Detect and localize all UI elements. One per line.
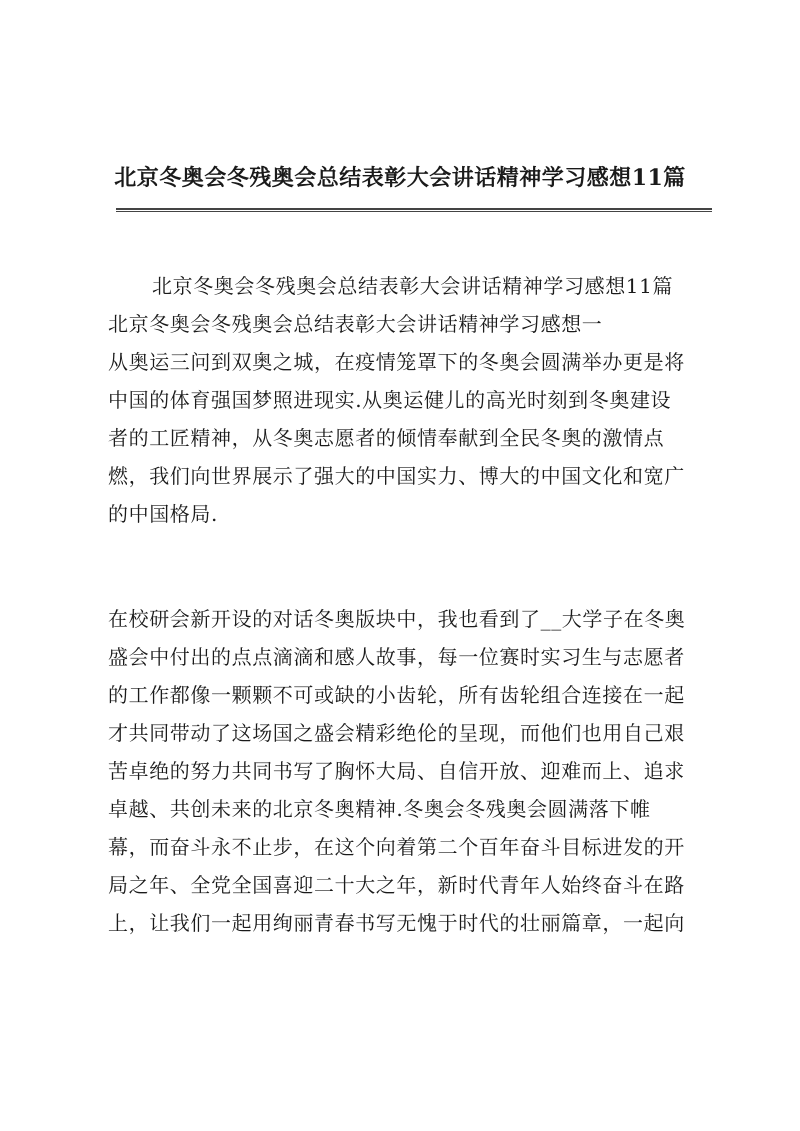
text-line: 上，让我们一起用绚丽青春书写无愧于时代的壮丽篇章，一起向 xyxy=(108,911,685,935)
text-line: 者的工匠精神，从冬奥志愿者的倾情奉献到全民冬奥的激情点 xyxy=(108,426,665,450)
text-line: 卓越、共创未来的北京冬奥精神.冬奥会冬残奥会圆满落下帷 xyxy=(108,797,651,821)
paragraph-intro xyxy=(108,267,718,533)
text-line: 幕，而奋斗永不止步，在这个向着第二个百年奋斗目标进发的开 xyxy=(108,835,685,859)
text-line: 局之年、全党全国喜迎二十大之年，新时代青年人始终奋斗在路 xyxy=(108,873,685,897)
text-line: 的工作都像一颗颗不可或缺的小齿轮，所有齿轮组合连接在一起 xyxy=(108,683,685,707)
text-line: 在校研会新开设的对话冬奥版块中，我也看到了__大学子在冬奥 xyxy=(108,607,686,631)
text-line: 中国的体育强国梦照进现实.从奥运健儿的高光时刻到冬奥建设 xyxy=(108,388,672,412)
text-line: 盛会中付出的点点滴滴和感人故事，每一位赛时实习生与志愿者 xyxy=(108,645,685,669)
text-line: 北京冬奥会冬残奥会总结表彰大会讲话精神学习感想11篇 xyxy=(152,274,674,298)
document-title: 北京冬奥会冬残奥会总结表彰大会讲话精神学习感想11篇 xyxy=(114,165,686,191)
text-line: 北京冬奥会冬残奥会总结表彰大会讲话精神学习感想一 xyxy=(108,312,603,336)
text-line: 苦卓绝的努力共同书写了胸怀大局、自信开放、迎难而上、追求 xyxy=(108,759,685,783)
title-divider xyxy=(116,208,712,212)
text-line: 才共同带动了这场国之盛会精彩绝伦的呈现，而他们也用自己艰 xyxy=(108,721,685,745)
text-line: 的中国格局. xyxy=(108,502,218,526)
paragraph-body xyxy=(108,600,718,942)
text-line: 燃，我们向世界展示了强大的中国实力、博大的中国文化和宽广 xyxy=(108,464,685,488)
text-line: 从奥运三问到双奥之城，在疫情笼罩下的冬奥会圆满举办更是将 xyxy=(108,350,685,374)
